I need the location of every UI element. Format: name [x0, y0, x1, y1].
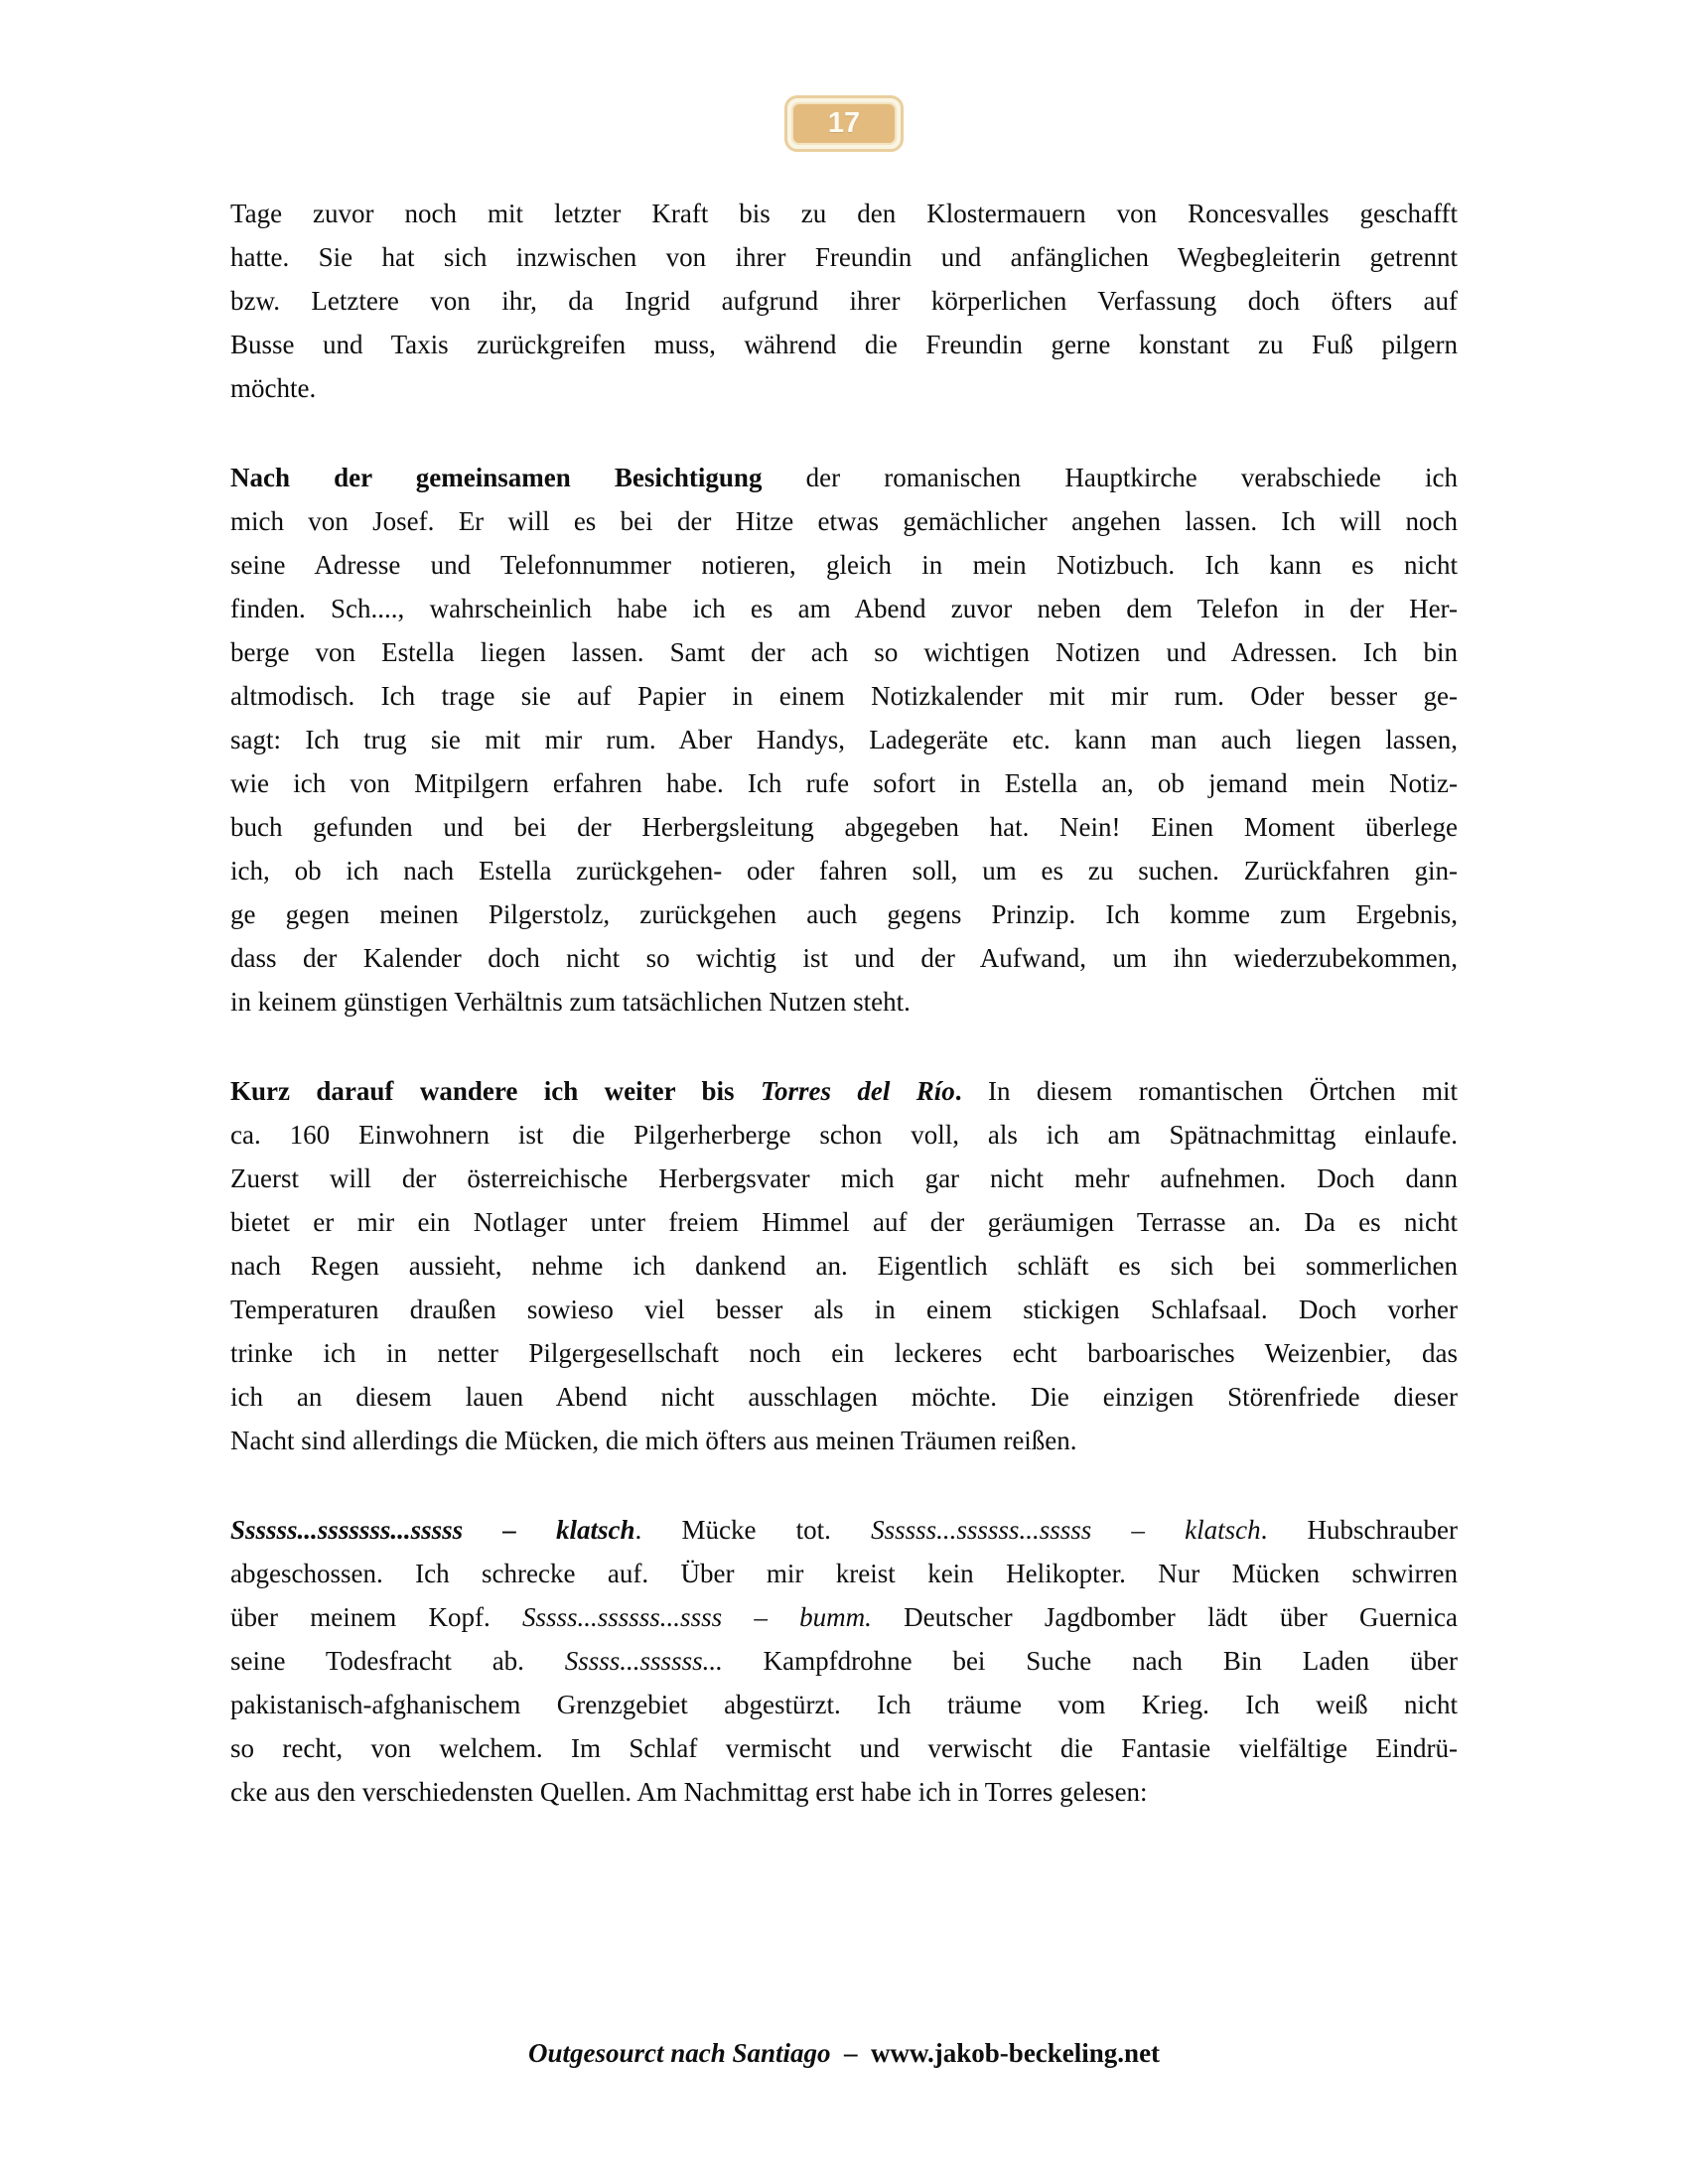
text-segment: . — [954, 1076, 962, 1106]
text-segment: über meinem Kopf. — [230, 1602, 522, 1632]
text-line — [230, 849, 1458, 892]
text-line — [230, 1331, 1458, 1375]
text-line — [230, 543, 1458, 587]
text-segment: hatte. Sie hat sich inzwischen von ihrer Freundin und anfänglichen Wegbegleiterin getrennt — [230, 242, 1458, 272]
text-segment: bzw. Letztere von ihr, da Ingrid aufgrund ihrer körperlichen Verfassung doch öfters auf — [230, 286, 1458, 316]
footer-dash: – — [844, 2038, 858, 2068]
text-segment: In diesem romantischen Örtchen mit — [961, 1076, 1459, 1106]
page-number-badge — [784, 95, 904, 152]
text-segment: ich, ob ich nach Estella zurückgehen- oder fahren soll, um es zu suchen. Zurückfahren gin- — [230, 856, 1458, 886]
text-line — [230, 718, 1458, 761]
text-segment: bietet er mir ein Notlager unter freiem Himmel auf der geräumigen Terrasse an. Da es nicht — [230, 1207, 1458, 1237]
text-segment: Tage zuvor noch mit letzter Kraft bis zu den Klostermauern von Roncesvalles geschafft — [230, 199, 1458, 228]
text-segment: mich von Josef. Er will es bei der Hitze etwas gemächlicher angehen lassen. Ich will noch — [230, 506, 1458, 536]
text-line — [230, 1069, 1458, 1113]
page-number: 17 — [791, 102, 897, 145]
text-segment: seine Todesfracht ab. — [230, 1646, 565, 1676]
text-segment: cke aus den verschiedensten Quellen. Am Nachmittag erst habe ich in Torres gelesen: — [230, 1777, 1148, 1807]
text-segment: Zuerst will der österreichische Herbergsvater mich gar nicht mehr aufnehmen. Doch dann — [230, 1163, 1458, 1193]
text-line — [230, 1419, 1458, 1462]
text-segment: Torres del Río — [760, 1076, 955, 1106]
paragraph — [230, 192, 1458, 410]
text-segment: möchte. — [230, 373, 317, 403]
text-segment: der romanischen Hauptkirche verabschiede ich — [762, 463, 1458, 492]
text-line — [230, 936, 1458, 980]
text-segment: abgeschossen. Ich schrecke auf. Über mir kreist kein Helikopter. Nur Mücken schwirren — [230, 1559, 1458, 1588]
text-line — [230, 980, 1458, 1024]
text-line — [230, 674, 1458, 718]
text-line — [230, 1508, 1458, 1552]
text-line — [230, 1375, 1458, 1419]
text-segment: ca. 160 Einwohnern ist die Pilgerherberge schon voll, als ich am Spätnachmittag einlaufe. — [230, 1120, 1458, 1150]
text-line — [230, 1113, 1458, 1157]
text-segment: dass der Kalender doch nicht so wichtig ist und der Aufwand, um ihn wiederzubekommen, — [230, 943, 1458, 973]
text-line — [230, 1770, 1458, 1814]
text-line — [230, 192, 1458, 235]
paragraph — [230, 1508, 1458, 1814]
text-segment: berge von Estella liegen lassen. Samt der ach so wichtigen Notizen und Adressen. Ich bin — [230, 637, 1458, 667]
text-line — [230, 587, 1458, 630]
text-segment: . Mücke tot. — [634, 1515, 872, 1545]
text-segment: Sssss...ssssss...ssss – bumm. — [521, 1602, 872, 1632]
text-segment: in keinem günstigen Verhältnis zum tatsächlichen Nutzen steht. — [230, 987, 911, 1017]
text-segment: altmodisch. Ich trage sie auf Papier in einem Notizkalender mit mir rum. Oder besser ge- — [230, 681, 1458, 711]
text-segment: wie ich von Mitpilgern erfahren habe. Ich rufe sofort in Estella an, ob jemand mein Notiz- — [230, 768, 1458, 798]
footer-website: www.jakob-beckeling.net — [871, 2038, 1161, 2068]
text-line — [230, 366, 1458, 410]
text-segment: buch gefunden und bei der Herbergsleitung abgegeben hat. Nein! Einen Moment überlege — [230, 812, 1458, 842]
text-segment: Ssssss...sssssss...sssss – klatsch — [230, 1515, 635, 1545]
text-line — [230, 1595, 1458, 1639]
text-segment: ich an diesem lauen Abend nicht ausschlagen möchte. Die einzigen Störenfriede dieser — [230, 1382, 1458, 1412]
footer-book-title: Outgesourct nach Santiago — [527, 2038, 831, 2068]
text-segment: Sssss...ssssss... — [564, 1646, 723, 1676]
text-segment: . Hubschrauber — [1260, 1515, 1458, 1545]
text-line — [230, 1244, 1458, 1288]
text-line — [230, 1683, 1458, 1726]
text-body — [230, 192, 1458, 1859]
text-segment: Kurz darauf wandere ich weiter bis — [230, 1076, 761, 1106]
text-line — [230, 1726, 1458, 1770]
text-segment: Ssssss...ssssss...sssss – klatsch — [871, 1515, 1261, 1545]
text-segment: trinke ich in netter Pilgergesellschaft noch ein leckeres echt barboarisches Weizenbier, das — [230, 1338, 1458, 1368]
text-line — [230, 630, 1458, 674]
text-line — [230, 235, 1458, 279]
text-segment: Temperaturen draußen sowieso viel besser als in einem stickigen Schlafsaal. Doch vorher — [230, 1295, 1458, 1324]
text-segment: Kampfdrohne bei Suche nach Bin Laden über — [722, 1646, 1458, 1676]
text-line — [230, 805, 1458, 849]
text-segment: seine Adresse und Telefonnummer notieren, gleich in mein Notizbuch. Ich kann es nicht — [230, 550, 1458, 580]
text-line — [230, 499, 1458, 543]
text-segment: nach Regen aussieht, nehme ich dankend an. Eigentlich schläft es sich bei sommerlichen — [230, 1251, 1458, 1281]
text-line — [230, 1200, 1458, 1244]
text-segment: Nach der gemeinsamen Besichtigung — [230, 463, 763, 492]
text-line — [230, 1288, 1458, 1331]
page-footer — [0, 2031, 1688, 2075]
text-line — [230, 1639, 1458, 1683]
text-line — [230, 892, 1458, 936]
text-line — [230, 279, 1458, 323]
paragraph — [230, 456, 1458, 1024]
text-segment: sagt: Ich trug sie mit mir rum. Aber Handys, Ladegeräte etc. kann man auch liegen lassen, — [230, 725, 1458, 754]
text-line — [230, 1157, 1458, 1200]
text-segment: so recht, von welchem. Im Schlaf vermischt und verwischt die Fantasie vielfältige Eindrü- — [230, 1733, 1458, 1763]
text-segment: Nacht sind allerdings die Mücken, die mich öfters aus meinen Träumen reißen. — [230, 1426, 1077, 1455]
text-segment: pakistanisch-afghanischem Grenzgebiet abgestürzt. Ich träume vom Krieg. Ich weiß nicht — [230, 1690, 1458, 1719]
text-segment: Deutscher Jagdbomber lädt über Guernica — [871, 1602, 1458, 1632]
text-line — [230, 761, 1458, 805]
text-segment: Busse und Taxis zurückgreifen muss, während die Freundin gerne konstant zu Fuß pilgern — [230, 330, 1458, 359]
text-line — [230, 323, 1458, 366]
paragraph — [230, 1069, 1458, 1462]
text-segment: ge gegen meinen Pilgerstolz, zurückgehen auch gegens Prinzip. Ich komme zum Ergebnis, — [230, 899, 1458, 929]
text-segment: finden. Sch...., wahrscheinlich habe ich es am Abend zuvor neben dem Telefon in der Her- — [230, 594, 1458, 623]
text-line — [230, 1552, 1458, 1595]
text-line — [230, 456, 1458, 499]
